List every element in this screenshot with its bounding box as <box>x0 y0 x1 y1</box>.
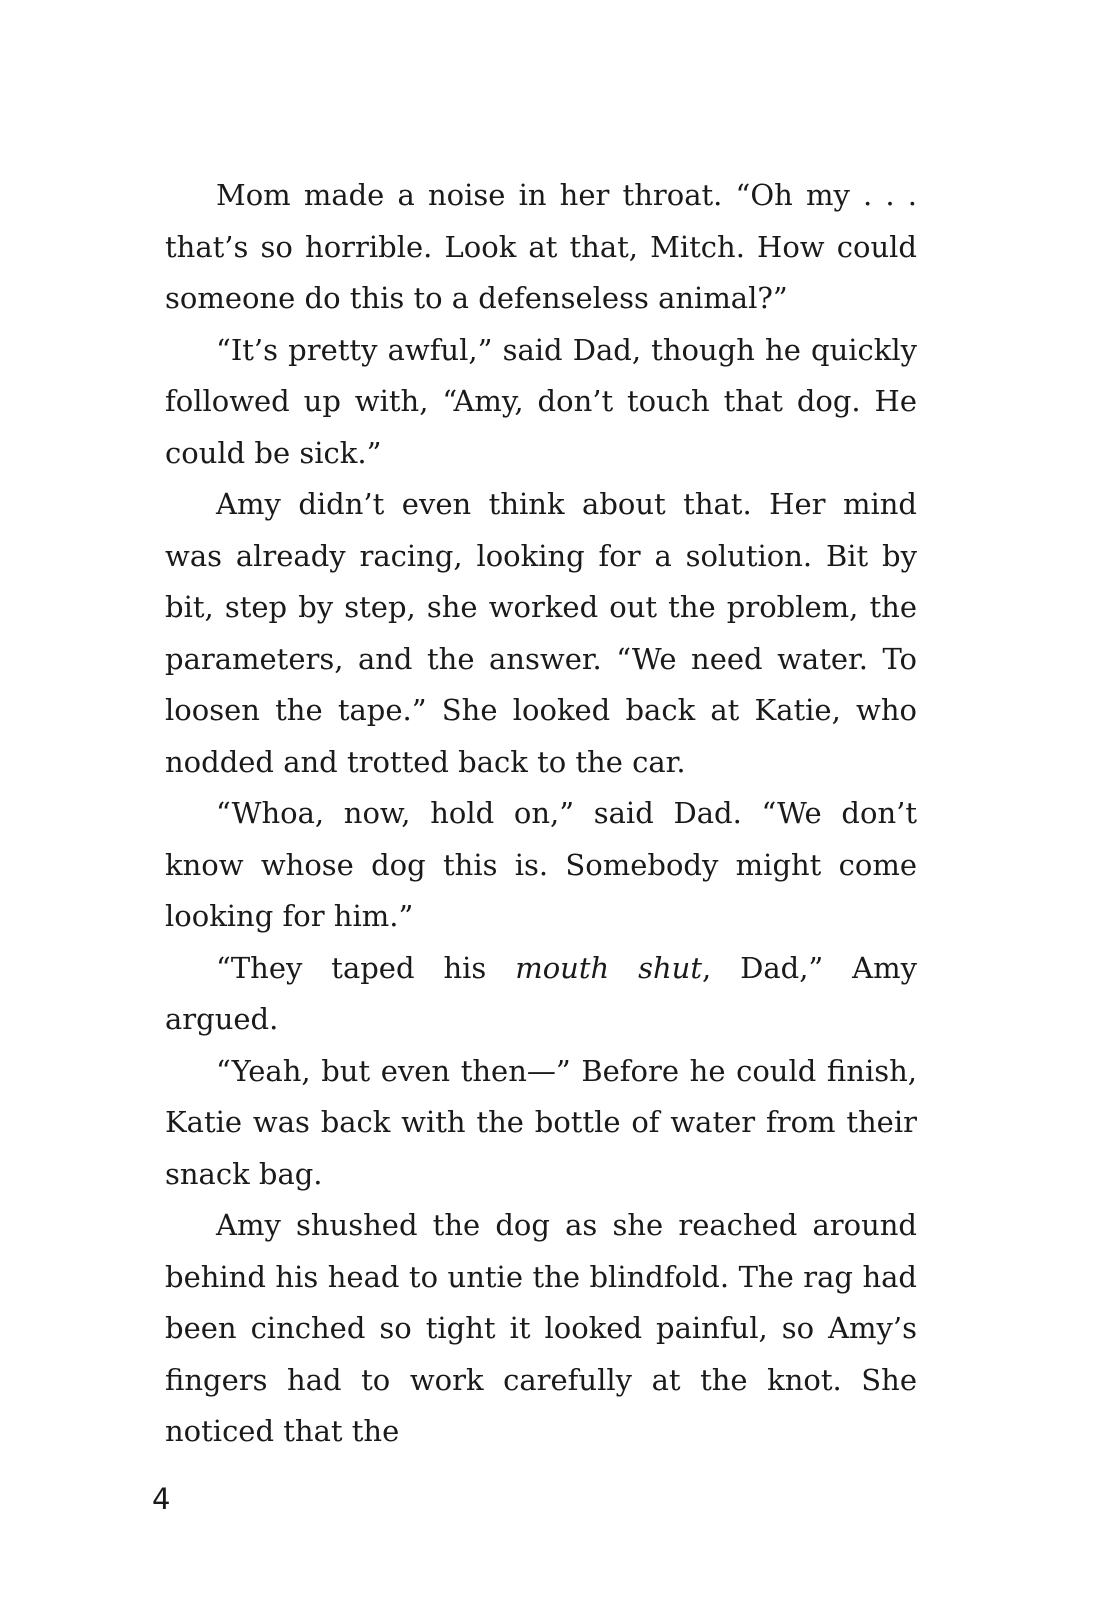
paragraph <box>165 943 917 1046</box>
paragraph <box>165 170 917 325</box>
text-run: , Dad,” Amy argued. <box>165 950 917 1036</box>
italic-text-run: mouth shut <box>515 950 702 985</box>
paragraph <box>165 788 917 943</box>
paragraph <box>165 479 917 788</box>
text-run: “Yeah, but even then—” Before he could finish, Katie was back with the bottle of water from their snack bag. <box>165 1053 917 1191</box>
page-number: 4 <box>152 1482 171 1516</box>
text-run: Mom made a noise in her throat. “Oh my . . . that’s so horrible. Look at that, Mitch. How could someone do this to a defenseless animal?” <box>165 178 917 315</box>
text-run: Amy didn’t even think about that. Her mind was already racing, looking for a solution. Bit by bit, step by step, she worked out the problem, the parameters, and the answer. “We need water. To loosen the tape.” She looked back at Katie, who nodded and trotted back to the car. <box>165 487 917 779</box>
paragraph <box>165 1046 917 1201</box>
text-run: “It’s pretty awful,” said Dad, though he quickly followed up with, “Amy, don’t touch that dog. He could be sick.” <box>165 332 917 470</box>
body-text <box>165 170 917 1458</box>
text-run: Amy shushed the dog as she reached around behind his head to untie the blindfold. The rag had been cinched so tight it looked painful, so Amy’s fingers had to work carefully at the knot. She noticed that the <box>165 1208 917 1448</box>
text-run: “Whoa, now, hold on,” said Dad. “We don’t know whose dog this is. Somebody might come looking for him.” <box>165 796 917 933</box>
paragraph <box>165 325 917 480</box>
paragraph <box>165 1200 917 1458</box>
text-run: “They taped his <box>216 950 516 985</box>
